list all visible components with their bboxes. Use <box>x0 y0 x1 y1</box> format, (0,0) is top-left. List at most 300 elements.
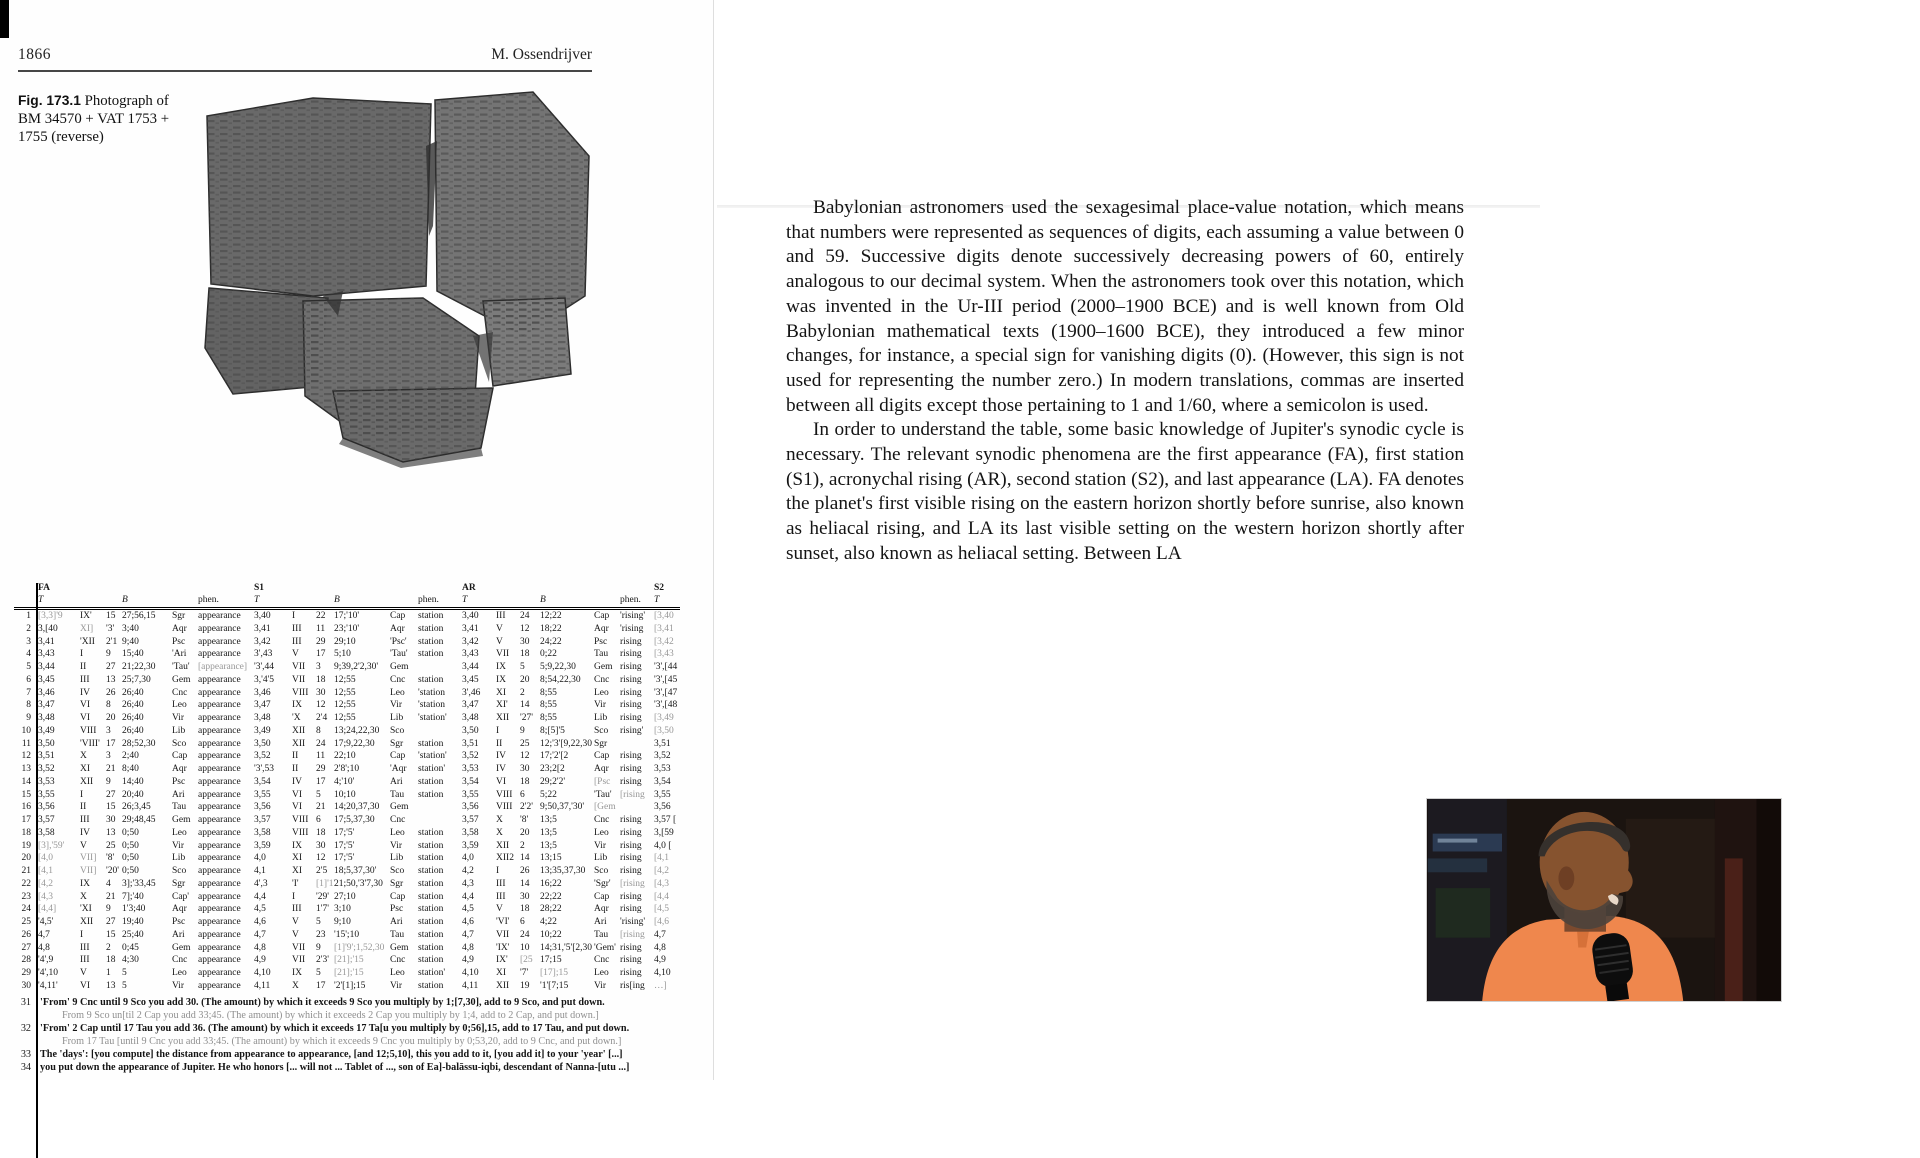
table-cell: rising <box>620 751 642 762</box>
table-cell: station <box>418 929 444 940</box>
table-cell: [4,3 <box>38 891 54 902</box>
table-cell: 17 <box>316 980 326 991</box>
table-cell: 11 <box>316 751 326 762</box>
table-cell: I <box>292 891 296 902</box>
table-cell: 0;50 <box>122 827 139 838</box>
footnote-number <box>14 1009 36 1022</box>
table-cell: AR <box>462 583 476 593</box>
table-cell: 9;39,2'2,30' <box>334 662 379 672</box>
table-cell: 3,50 <box>462 725 479 736</box>
table-cell: 15 <box>106 929 116 940</box>
table-cell: 27 <box>106 917 116 927</box>
table-cell: station <box>418 878 444 889</box>
table-cell: 3,44 <box>38 662 55 672</box>
table-cell: 13;15 <box>540 853 562 864</box>
footnote-text: you put down the appearance of Jupiter. He who honors [... will not ... Tablet of ..., son of Ea]-balāssu-iqbi, descendant of Nanna-[utu ...] <box>40 1061 630 1073</box>
table-cell: '2'[1];15 <box>334 980 366 991</box>
table-cell: ris[ing <box>620 980 645 991</box>
table-cell: station <box>418 827 444 838</box>
table-cell: 9 <box>520 725 525 736</box>
table-cell: Leo <box>172 968 187 978</box>
table-cell: Psc <box>594 636 608 647</box>
table-cell: III <box>496 611 506 621</box>
table-cell: Leo <box>172 700 187 711</box>
table-cell: T <box>654 594 660 605</box>
table-row <box>14 789 680 802</box>
table-cell: 17;5,37,30 <box>334 815 375 825</box>
table-cell: 30 <box>21 980 31 991</box>
table-cell: VIII <box>80 725 97 736</box>
table-cell: 4,1 <box>254 866 266 876</box>
synodic-table-rows <box>14 610 680 993</box>
table-cell: V <box>292 917 299 927</box>
table-cell: 12;55 <box>334 700 356 711</box>
table-cell <box>618 738 652 751</box>
table-cell: 10 <box>520 942 530 953</box>
table-cell: 12;55 <box>334 674 356 685</box>
table-cell: 27;10 <box>334 891 356 902</box>
table-cell: IX <box>292 840 303 851</box>
table-cell: 3,54 <box>654 776 671 787</box>
table-cell: Ari <box>172 929 185 940</box>
table-cell: 10;10 <box>334 789 356 800</box>
table-cell: appearance <box>198 968 241 978</box>
footnote-text: The 'days': [you compute] the distance from appearance to appearance, [and 12;5,10], this you add to it, [you add it] to your 'year' [...] <box>40 1048 623 1060</box>
table-row <box>14 954 680 967</box>
table-cell: Aqr <box>594 764 609 774</box>
table-row <box>14 967 680 980</box>
table-cell: 29;48,45 <box>122 815 156 825</box>
table-cell: 3 <box>106 725 111 736</box>
table-cell: Cnc <box>390 674 406 685</box>
table-cell <box>538 583 592 595</box>
table-row <box>14 648 680 661</box>
table-cell: 29 <box>316 636 326 647</box>
table-cell: 3,43 <box>462 649 479 660</box>
table-cell: station <box>418 853 444 864</box>
table-cell: IX <box>496 674 507 685</box>
table-cell: station <box>418 649 444 660</box>
table-cell: Cnc <box>172 955 188 966</box>
table-cell: 21 <box>316 802 326 813</box>
webcam-overlay <box>1426 798 1782 1002</box>
table-cell: Sgr <box>172 611 186 621</box>
table-cell: '15';10 <box>334 929 360 940</box>
table-cell: 17 <box>21 815 31 825</box>
table-cell: Tau <box>594 649 609 660</box>
table-cell: 9;40 <box>122 636 139 647</box>
table-cell: 3,45 <box>38 674 55 685</box>
table-cell: station <box>418 738 444 749</box>
table-cell: 5;10 <box>334 649 351 660</box>
table-row <box>14 827 680 840</box>
table-cell: IX' <box>80 611 92 621</box>
table-cell: 3,53 <box>38 776 55 787</box>
table-cell: 'VIII' <box>80 738 100 749</box>
table-cell: appearance <box>198 853 241 864</box>
table-cell: phen. <box>418 594 439 605</box>
table-cell: Vir <box>390 980 403 991</box>
table-cell: 30 <box>520 891 530 902</box>
table-cell: VI <box>496 776 507 787</box>
table-cell: '3',44 <box>254 662 275 672</box>
table-cell: 29;2'2' <box>540 776 566 787</box>
table-cell: 20 <box>21 853 31 864</box>
table-cell: 24 <box>520 929 530 940</box>
table-cell: IX <box>292 700 303 711</box>
table-cell: VIII <box>292 687 309 698</box>
table-cell: 3,40 <box>462 611 479 621</box>
table-cell: [21];'15 <box>334 968 364 978</box>
table-cell: 16 <box>21 802 31 813</box>
table-cell: I <box>80 649 84 660</box>
table-cell: 3',43 <box>254 649 273 660</box>
table-cell: 'Sgr' <box>594 878 611 889</box>
table-cell: 30 <box>520 636 530 647</box>
table-cell: Vir <box>390 840 403 851</box>
table-cell: 23;2[2 <box>540 764 565 774</box>
table-cell: FA <box>38 583 50 593</box>
table-cell: station <box>418 917 444 927</box>
table-cell: appearance <box>198 700 241 711</box>
table-row <box>14 840 680 853</box>
table-cell: III <box>496 878 506 889</box>
table-cell: appearance <box>198 942 241 953</box>
table-cell: appearance <box>198 636 241 647</box>
table-cell: 17 <box>106 738 116 749</box>
table-cell: 5 <box>316 917 321 927</box>
table-cell: [3,3]'9 <box>38 611 63 621</box>
author-name: M. Ossendrijver <box>491 46 592 63</box>
table-cell <box>196 583 252 595</box>
table-cell: station <box>418 611 444 621</box>
table-cell: [3,41 <box>654 623 674 634</box>
table-cell: 3 <box>26 636 31 647</box>
table-cell: 12 <box>316 700 326 711</box>
table-cell: '7' <box>520 968 529 978</box>
table-cell: 4 <box>26 649 31 660</box>
table-cell: V <box>496 636 503 647</box>
table-cell: 6 <box>26 674 31 685</box>
table-cell: '3',[44 <box>654 662 678 672</box>
table-cell: VI <box>80 980 91 991</box>
table-cell: IX' <box>496 955 508 966</box>
table-cell: 2'3' <box>316 955 329 966</box>
footnote-number <box>14 1035 36 1048</box>
table-cell: XII2 <box>496 853 514 864</box>
table-row <box>14 929 680 942</box>
table-cell: Gem <box>172 815 191 825</box>
table-cell: 22 <box>21 878 31 889</box>
table-cell: [3,49 <box>654 713 674 723</box>
table-cell: 18 <box>21 827 31 838</box>
table-cell: 0;50 <box>122 840 139 851</box>
table-cell: '29' <box>316 891 329 902</box>
table-cell: XI <box>292 866 303 876</box>
table-cell: 26 <box>21 929 31 940</box>
table-cell: 26 <box>106 687 116 698</box>
table-cell: Psc <box>390 904 404 915</box>
table-cell: 19 <box>21 840 31 851</box>
table-cell: 18 <box>316 827 326 838</box>
table-cell: 3,58 <box>38 827 55 838</box>
table-cell: X <box>496 827 503 838</box>
table-cell: 4,2 <box>462 866 474 876</box>
table-cell: appearance <box>198 649 241 660</box>
table-cell: 14 <box>520 853 530 864</box>
table-cell: 22;10 <box>334 751 356 762</box>
table-cell: 3,55 <box>254 789 271 800</box>
table-cell: 22;22 <box>540 891 562 902</box>
table-cell: Aqr <box>594 623 609 634</box>
table-cell: 'rising' <box>620 611 646 621</box>
table-cell: T <box>254 594 260 605</box>
table-cell: Lib <box>594 853 608 864</box>
table-cell <box>78 595 104 607</box>
table-cell: 24 <box>316 738 326 749</box>
table-cell: 30 <box>316 687 326 698</box>
table-cell: appearance <box>198 891 241 902</box>
table-cell: Cnc <box>390 815 406 825</box>
table-cell: 25;40 <box>122 929 144 940</box>
table-cell: 12 <box>316 853 326 864</box>
table-cell: XI <box>292 853 303 864</box>
table-cell: II <box>292 764 299 774</box>
table-cell: 16;22 <box>540 878 562 889</box>
table-cell: 4,6 <box>462 917 474 927</box>
table-cell: appearance <box>198 802 241 813</box>
table-cell: [rising <box>620 929 645 940</box>
table-cell: 3,55 <box>654 789 671 800</box>
table-cell: 4,10 <box>462 968 479 978</box>
table-cell: 18 <box>106 955 116 966</box>
scanned-page <box>0 0 713 1080</box>
table-cell: 12 <box>520 623 530 634</box>
table-cell: 4,8 <box>254 942 266 953</box>
table-cell <box>618 583 652 595</box>
table-cell: 8 <box>106 700 111 711</box>
table-cell: 3,41 <box>254 623 271 634</box>
table-row <box>14 687 680 700</box>
table-cell: 2 <box>520 687 525 698</box>
table-cell: 3,45 <box>462 674 479 685</box>
table-cell: VII <box>496 649 510 660</box>
table-cell: VI <box>80 700 91 711</box>
table-cell: rising <box>620 866 642 876</box>
table-cell: 8;55 <box>540 713 557 723</box>
table-row <box>14 636 680 649</box>
table-cell: VII] <box>80 853 97 864</box>
table-cell: 19;40 <box>122 917 144 927</box>
table-cell: station <box>418 942 444 953</box>
table-cell: VII] <box>80 866 97 876</box>
table-cell: 22 <box>316 611 326 621</box>
table-cell <box>618 801 652 814</box>
table-cell: rising <box>620 853 642 864</box>
table-cell: [3],'59' <box>38 840 65 851</box>
table-cell: 5;22 <box>540 789 557 800</box>
table-cell: [3,50 <box>654 725 674 736</box>
table-cell: 21;22,30 <box>122 662 156 672</box>
table-cell: 2'8';10 <box>334 764 360 774</box>
table-cell: appearance <box>198 980 241 991</box>
table-cell: 25 <box>21 917 31 927</box>
table-cell <box>416 583 460 595</box>
table-cell: 'station <box>418 687 446 698</box>
table-cell: 5 <box>122 980 127 991</box>
table-cell: Tau <box>594 929 609 940</box>
table-cell: 3,51 <box>654 738 671 749</box>
table-cell: Gem <box>390 802 409 813</box>
table-cell: 4;22 <box>540 917 557 927</box>
table-cell: VIII <box>496 802 513 813</box>
table-header <box>14 583 680 610</box>
table-cell: VI <box>80 713 91 723</box>
table-cell: III <box>496 891 506 902</box>
table-cell: 'Tau' <box>594 789 612 800</box>
table-header-row <box>14 583 680 595</box>
table-cell: 20 <box>520 674 530 685</box>
table-cell: 8 <box>316 725 321 736</box>
table-cell: XII <box>80 776 94 787</box>
table-cell: 3,47 <box>254 700 271 711</box>
table-cell: Vir <box>172 840 185 851</box>
table-cell: 'rising' <box>620 917 646 927</box>
table-cell: 3,57 <box>254 815 271 825</box>
table-cell: Aqr <box>594 904 609 915</box>
table-cell: 4,8 <box>38 942 50 953</box>
table-cell: 8;40 <box>122 764 139 774</box>
table-cell: VI <box>292 789 303 800</box>
table-cell: 2 <box>26 623 31 634</box>
table-cell <box>290 595 314 607</box>
table-cell: Vir <box>594 700 607 711</box>
table-cell: IV <box>80 687 91 698</box>
table-cell: 13 <box>106 980 116 991</box>
table-cell: 3,59 <box>462 840 479 851</box>
table-cell: 23 <box>21 891 31 902</box>
table-cell: 14 <box>520 700 530 711</box>
table-cell: 26;40 <box>122 687 144 698</box>
table-cell: 3,55 <box>462 789 479 800</box>
table-cell: 'Aqr <box>390 764 407 774</box>
table-cell: station <box>418 840 444 851</box>
table-cell: S1 <box>254 583 265 593</box>
table-cell: 8;54,22,30 <box>540 674 581 685</box>
table-cell: [4,5 <box>654 904 670 915</box>
table-cell <box>104 595 120 607</box>
table-cell: Leo <box>390 687 405 698</box>
table-cell: 4,9 <box>462 955 474 966</box>
table-cell <box>494 583 518 595</box>
table-cell: Sgr <box>594 738 608 749</box>
table-cell: 3,41 <box>462 623 479 634</box>
table-cell: rising <box>620 674 642 685</box>
table-cell: 'Tau' <box>172 662 190 672</box>
table-row <box>14 712 680 725</box>
table-cell: appearance <box>198 623 241 634</box>
table-cell: 3,42 <box>254 636 271 647</box>
table-row <box>14 776 680 789</box>
footnote-line <box>14 996 680 1009</box>
table-cell: 13;5 <box>540 827 557 838</box>
table-cell: 13;5 <box>540 815 557 825</box>
table-cell: 3,54 <box>462 776 479 787</box>
table-cell: 3,40 <box>254 611 271 621</box>
table-cell: rising <box>620 764 642 774</box>
table-cell: [rising <box>620 789 645 800</box>
cuneiform-texture <box>205 92 589 468</box>
table-cell <box>388 583 416 595</box>
table-cell: 5 <box>316 968 321 978</box>
table-cell: Lib <box>172 853 186 864</box>
table-cell: 3,'4'5 <box>254 674 275 685</box>
header-rule <box>18 70 592 72</box>
table-cell: V <box>496 904 503 915</box>
table-cell: Vir <box>172 713 185 723</box>
table-cell: 2'1 <box>106 636 118 647</box>
table-cell: Vir <box>390 700 403 711</box>
table-cell: 15 <box>21 789 31 800</box>
table-cell: 3,[59 <box>654 827 674 838</box>
table-cell: [4,2 <box>38 878 54 889</box>
table-cell: 29;10 <box>334 636 356 647</box>
table-cell: 26 <box>520 866 530 876</box>
table-vertical-rule <box>36 583 38 1158</box>
table-row <box>14 750 680 763</box>
table-cell: 14 <box>21 776 31 787</box>
table-cell: 30 <box>520 764 530 774</box>
table-cell: 30 <box>106 815 116 825</box>
table-cell: 3,46 <box>38 687 55 698</box>
table-cell: 3,46 <box>254 687 271 698</box>
table-cell <box>332 583 388 595</box>
table-cell: Cap <box>172 751 188 762</box>
table-cell: Sco <box>172 866 187 876</box>
table-cell: 5 <box>122 968 127 978</box>
table-row <box>14 865 680 878</box>
table-cell: 4,7 <box>654 929 666 940</box>
table-cell: Tau <box>390 789 405 800</box>
table-cell: 9;10 <box>334 917 351 927</box>
table-cell: V <box>80 968 87 978</box>
table-cell: Lib <box>390 713 404 723</box>
scan-corner-mark <box>0 0 9 38</box>
table-row <box>14 674 680 687</box>
table-cell: V <box>292 929 299 940</box>
table-cell: rising <box>620 776 642 787</box>
table-cell: 12 <box>21 751 31 762</box>
table-cell: appearance <box>198 751 241 762</box>
table-cell: Leo <box>594 827 609 838</box>
tablet-photo <box>193 86 595 468</box>
table-cell: 4,8 <box>462 942 474 953</box>
table-cell: 4,8 <box>654 942 666 953</box>
table-cell: appearance <box>198 866 241 876</box>
table-cell: '4',9 <box>38 955 54 966</box>
table-cell: 18;5,37,30' <box>334 866 377 876</box>
table-cell: appearance <box>198 904 241 915</box>
table-cell: Cap <box>594 751 610 762</box>
table-cell: Vir <box>172 980 185 991</box>
table-cell: I <box>496 866 500 876</box>
table-cell: XII <box>496 980 510 991</box>
page-number: 1866 <box>18 46 51 63</box>
table-cell: II <box>80 662 87 672</box>
table-cell: 8;55 <box>540 700 557 711</box>
table-cell: 8 <box>26 700 31 711</box>
table-cell: 3,58 <box>462 827 479 838</box>
